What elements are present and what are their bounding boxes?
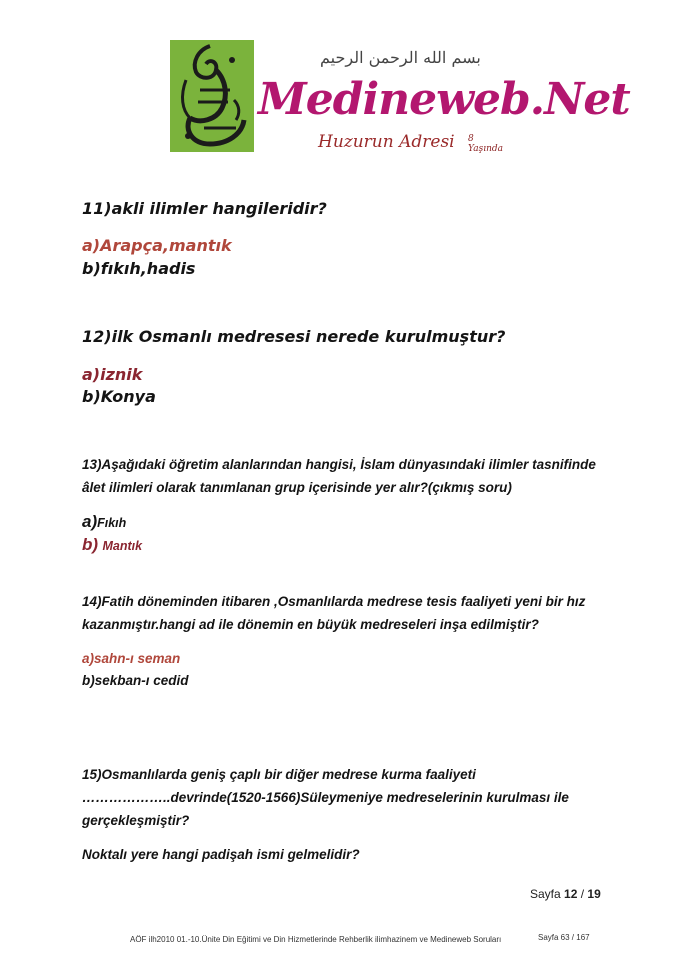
- question-14: [82, 590, 642, 636]
- brand-years: 8 Yaşında: [468, 134, 504, 154]
- page-number: [530, 887, 601, 901]
- q12-option-a: a)iznik: [82, 365, 143, 384]
- page-current: 12: [564, 887, 578, 901]
- q13-option-b: [82, 535, 142, 555]
- q14-option-a: a)sahn-ı seman: [82, 651, 181, 666]
- site-logo: [170, 40, 630, 154]
- calligraphy-emblem: [170, 40, 254, 152]
- question-13: [82, 453, 642, 499]
- question-15-line-1: 15)Osmanlılarda geniş çaplı bir diğer medrese kurma faaliyeti: [82, 767, 476, 782]
- question-15-prompt: Noktalı yere hangi padişah ismi gelmelidir?: [82, 847, 360, 862]
- question-15-line-3: gerçekleşmiştir?: [82, 813, 190, 828]
- question-15: [82, 763, 642, 832]
- q13-option-b-letter: b): [82, 535, 99, 554]
- question-11: 11)akli ilimler hangileridir?: [82, 199, 327, 218]
- q13-option-b-text: Mantık: [102, 539, 143, 553]
- question-14-line-2: kazanmıştır.hangi ad ile dönemin en büyük medreseleri inşa edilmiştir?: [82, 617, 539, 632]
- page-total: 19: [587, 887, 601, 901]
- brand-tagline: Huzurun Adresi: [318, 132, 455, 152]
- page-separator: /: [580, 887, 585, 901]
- question-13-line-1: 13)Aşağıdaki öğretim alanlarından hangisi, İslam dünyasındaki ilimler tasnifinde: [82, 457, 596, 472]
- q13-option-a: [82, 512, 126, 532]
- bismillah-text: بسم الله الرحمن الرحيم: [320, 48, 481, 67]
- question-14-line-1: 14)Fatih döneminden itibaren ,Osmanlılarda medrese tesis faaliyeti yeni bir hız: [82, 594, 586, 609]
- q12-option-b: b)Konya: [82, 387, 156, 406]
- q11-option-a: a)Arapça,mantık: [82, 236, 232, 255]
- q14-option-b: b)sekban-ı cedid: [82, 673, 189, 688]
- page-label: Sayfa: [530, 887, 561, 901]
- brand-name: Medineweb.Net: [258, 74, 630, 125]
- footer-text: AÖF ilh2010 01.-10.Ünite Din Eğitimi ve Din Hizmetlerinde Rehberlik ilimhazinem ve Medineweb Soruları: [130, 935, 502, 944]
- footer-page: Sayfa 63 / 167: [538, 933, 590, 942]
- question-12: 12)ilk Osmanlı medresesi nerede kurulmuştur?: [82, 327, 506, 346]
- q13-option-a-letter: a): [82, 512, 98, 531]
- question-15-line-2: ………………..devrinde(1520-1566)Süleymeniye medreselerinin kurulması ile: [82, 790, 569, 805]
- q13-option-a-text: Fıkıh: [97, 516, 127, 530]
- question-13-line-2: âlet ilimleri olarak tanımlanan grup içerisinde yer alır?(çıkmış soru): [82, 480, 512, 495]
- calligraphy-icon: [170, 40, 254, 152]
- q11-option-b: b)fıkıh,hadis: [82, 259, 196, 278]
